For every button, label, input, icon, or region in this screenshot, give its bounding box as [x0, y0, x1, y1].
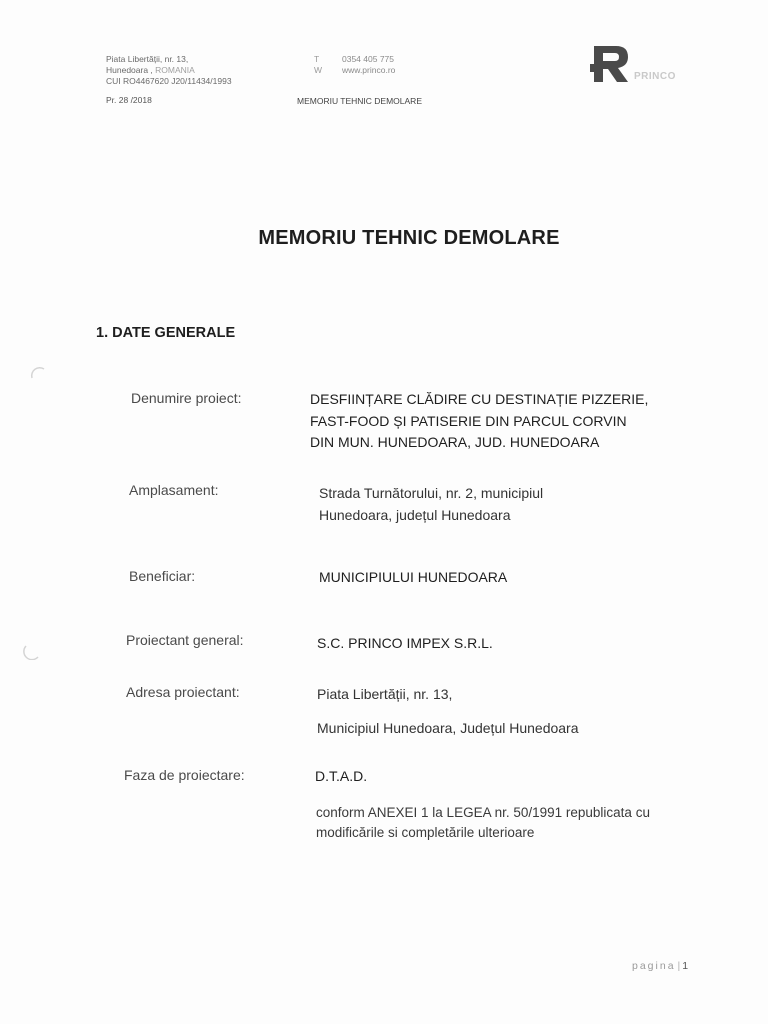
designer-address-line-2: Municipiul Hunedoara, Județul Hunedoara: [317, 720, 579, 736]
design-phase-note: conform ANEXEI 1 la LEGEA nr. 50/1991 republicata cu modificările si completările ulterioare: [316, 805, 650, 840]
company-contact: [314, 54, 395, 76]
project-reference: Pr. 28 /2018: [106, 95, 152, 105]
design-phase-label: Faza de proiectare:: [124, 767, 245, 783]
section-title: 1. DATE GENERALE: [96, 325, 236, 341]
location-value: Strada Turnătorului, nr. 2, municipiul Hunedoara, județul Hunedoara: [319, 485, 544, 523]
general-designer-label: Proiectant general:: [126, 632, 244, 648]
design-phase-value: D.T.A.D.: [315, 768, 368, 784]
designer-address-line-1: Piata Libertății, nr. 13,: [317, 686, 453, 702]
project-name-label: Denumire proiect:: [131, 390, 242, 406]
beneficiary-value: MUNICIPIULUI HUNEDOARA: [319, 569, 508, 585]
page-word: pagina: [632, 960, 676, 972]
address-line-2: [106, 65, 232, 76]
punch-hole-mark: [28, 366, 48, 386]
web-value: www.princo.ro: [342, 65, 396, 75]
address-line-3: CUI RO4467620 J20/11434/1993: [106, 76, 232, 86]
document-title: MEMORIU TEHNIC DEMOLARE: [258, 227, 560, 249]
project-name-value: DESFIINȚARE CLĂDIRE CU DESTINAȚIE PIZZERIE, FAST-FOOD ȘI PATISERIE DIN PARCUL CORVIN DIN MUN. HUNEDOARA, JUD. HUNEDOARA: [310, 391, 649, 450]
address-city: Hunedoara ,: [106, 65, 153, 75]
page-number: 1: [682, 960, 689, 972]
header-document-name: MEMORIU TEHNIC DEMOLARE: [297, 96, 422, 106]
designer-address-label: Adresa proiectant:: [126, 684, 240, 700]
phone-key: T: [314, 54, 320, 64]
page-footer: [632, 960, 688, 972]
address-country: ROMANIA: [155, 65, 195, 75]
phone-value: 0354 405 775: [342, 54, 394, 64]
logo-wordmark: PRINCO: [634, 71, 676, 82]
beneficiary-label: Beneficiar:: [129, 568, 196, 584]
location-label: Amplasament:: [129, 482, 219, 498]
company-address: [106, 54, 232, 87]
web-key: W: [314, 65, 323, 75]
general-designer-value: S.C. PRINCO IMPEX S.R.L.: [317, 635, 493, 651]
punch-hole-mark: [22, 640, 42, 660]
page-separator: |: [677, 960, 681, 972]
address-line-1: Piata Libertății, nr. 13,: [106, 54, 189, 64]
